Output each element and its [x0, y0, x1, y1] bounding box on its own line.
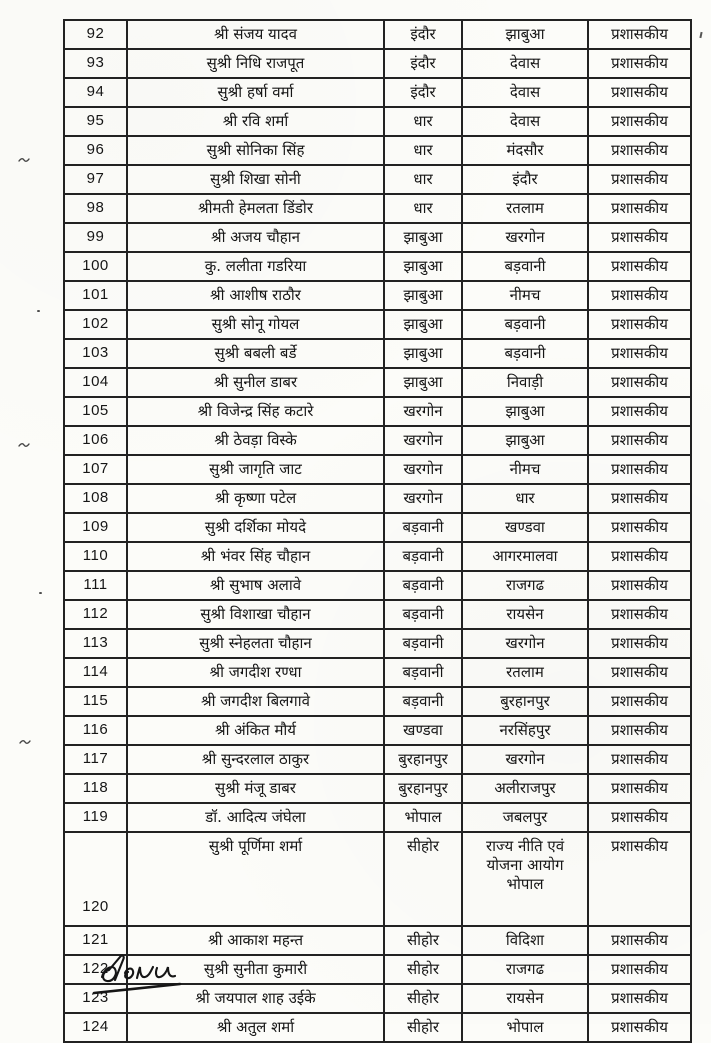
- table-row: [64, 20, 691, 49]
- cell-to: खण्डवा: [462, 513, 588, 542]
- cell-name: श्री कृष्णा पटेल: [127, 484, 384, 513]
- cell-sn: 113: [64, 629, 127, 658]
- cell-sn: 112: [64, 600, 127, 629]
- cell-name: सुश्री मंजू डाबर: [127, 774, 384, 803]
- cell-name: श्री जगदीश बिलगावे: [127, 687, 384, 716]
- cell-to: विदिशा: [462, 926, 588, 955]
- scan-speck: [18, 441, 30, 449]
- cell-category: प्रशासकीय: [588, 339, 691, 368]
- cell-name: सुश्री पूर्णिमा शर्मा: [127, 832, 384, 926]
- cell-from: खरगोन: [384, 455, 462, 484]
- table-row: [64, 687, 691, 716]
- cell-name: श्री जयपाल शाह उईके: [127, 984, 384, 1013]
- cell-from: सीहोर: [384, 955, 462, 984]
- cell-to: नीमच: [462, 455, 588, 484]
- cell-sn: 97: [64, 165, 127, 194]
- transfer-table-body: [64, 20, 691, 1042]
- cell-to: रतलाम: [462, 194, 588, 223]
- cell-sn: 104: [64, 368, 127, 397]
- cell-to: राज्य नीति एवं योजना आयोग भोपाल: [462, 832, 588, 926]
- table-row: [64, 745, 691, 774]
- cell-sn: 116: [64, 716, 127, 745]
- cell-name: श्री ठेवड़ा विस्के: [127, 426, 384, 455]
- cell-sn: 105: [64, 397, 127, 426]
- cell-category: प्रशासकीय: [588, 716, 691, 745]
- cell-to: खरगोन: [462, 223, 588, 252]
- cell-category: प्रशासकीय: [588, 136, 691, 165]
- cell-name: सुश्री जागृति जाट: [127, 455, 384, 484]
- cell-to: भोपाल: [462, 1013, 588, 1042]
- cell-category: प्रशासकीय: [588, 49, 691, 78]
- cell-category: प्रशासकीय: [588, 78, 691, 107]
- table-row: [64, 1013, 691, 1042]
- cell-sn: 111: [64, 571, 127, 600]
- cell-from: झाबुआ: [384, 252, 462, 281]
- cell-category: प्रशासकीय: [588, 745, 691, 774]
- cell-category: प्रशासकीय: [588, 107, 691, 136]
- cell-category: प्रशासकीय: [588, 926, 691, 955]
- handwritten-signature: [88, 952, 198, 1000]
- cell-category: प्रशासकीय: [588, 513, 691, 542]
- cell-name: कु. ललीता गडरिया: [127, 252, 384, 281]
- cell-category: प्रशासकीय: [588, 252, 691, 281]
- cell-name: श्री सुन्दरलाल ठाकुर: [127, 745, 384, 774]
- cell-category: प्रशासकीय: [588, 20, 691, 49]
- cell-sn: 124: [64, 1013, 127, 1042]
- cell-from: खरगोन: [384, 397, 462, 426]
- cell-name: श्री भंवर सिंह चौहान: [127, 542, 384, 571]
- cell-from: बड़वानी: [384, 629, 462, 658]
- cell-name: श्री आशीष राठौर: [127, 281, 384, 310]
- cell-from: इंदौर: [384, 49, 462, 78]
- cell-to: देवास: [462, 78, 588, 107]
- cell-sn: 121: [64, 926, 127, 955]
- table-row: [64, 310, 691, 339]
- table-row: [64, 339, 691, 368]
- table-row: [64, 658, 691, 687]
- cell-from: इंदौर: [384, 20, 462, 49]
- cell-sn: 114: [64, 658, 127, 687]
- cell-from: सीहोर: [384, 1013, 462, 1042]
- cell-to: बड़वानी: [462, 310, 588, 339]
- cell-name: श्रीमती हेमलता डिंडोर: [127, 194, 384, 223]
- table-row: [64, 600, 691, 629]
- cell-category: प्रशासकीय: [588, 832, 691, 926]
- cell-name: सुश्री दर्शिका मोयदे: [127, 513, 384, 542]
- cell-category: प्रशासकीय: [588, 658, 691, 687]
- cell-sn: 102: [64, 310, 127, 339]
- cell-from: धार: [384, 136, 462, 165]
- cell-name: सुश्री हर्षा वर्मा: [127, 78, 384, 107]
- cell-to: धार: [462, 484, 588, 513]
- cell-sn: 99: [64, 223, 127, 252]
- cell-from: झाबुआ: [384, 339, 462, 368]
- table-row: [64, 223, 691, 252]
- cell-to: जबलपुर: [462, 803, 588, 832]
- cell-sn: 120: [64, 832, 127, 926]
- cell-to: अलीराजपुर: [462, 774, 588, 803]
- table-row: [64, 455, 691, 484]
- cell-from: बड़वानी: [384, 687, 462, 716]
- cell-to: इंदौर: [462, 165, 588, 194]
- cell-name: श्री रवि शर्मा: [127, 107, 384, 136]
- cell-name: श्री विजेन्द्र सिंह कटारे: [127, 397, 384, 426]
- table-row: [64, 774, 691, 803]
- cell-from: सीहोर: [384, 926, 462, 955]
- table-row: [64, 136, 691, 165]
- cell-sn: 94: [64, 78, 127, 107]
- cell-sn: 107: [64, 455, 127, 484]
- cell-category: प्रशासकीय: [588, 484, 691, 513]
- cell-name: सुश्री शिखा सोनी: [127, 165, 384, 194]
- cell-from: खरगोन: [384, 484, 462, 513]
- cell-from: बड़वानी: [384, 571, 462, 600]
- cell-name: श्री सुनील डाबर: [127, 368, 384, 397]
- cell-from: बुरहानपुर: [384, 745, 462, 774]
- cell-name: सुश्री निधि राजपूत: [127, 49, 384, 78]
- cell-to: राजगढ: [462, 571, 588, 600]
- cell-name: सुश्री बबली बर्डे: [127, 339, 384, 368]
- cell-from: बुरहानपुर: [384, 774, 462, 803]
- cell-sn: 100: [64, 252, 127, 281]
- scan-speck: [37, 310, 40, 312]
- cell-name: सुश्री स्नेहलता चौहान: [127, 629, 384, 658]
- cell-to: रायसेन: [462, 984, 588, 1013]
- table-row: [64, 832, 691, 926]
- cell-category: प्रशासकीय: [588, 281, 691, 310]
- cell-category: प्रशासकीय: [588, 687, 691, 716]
- cell-name: श्री अंकित मौर्य: [127, 716, 384, 745]
- cell-category: प्रशासकीय: [588, 426, 691, 455]
- cell-category: प्रशासकीय: [588, 1013, 691, 1042]
- cell-category: प्रशासकीय: [588, 194, 691, 223]
- cell-name: डॉ. आदित्य जंघेला: [127, 803, 384, 832]
- cell-category: प्रशासकीय: [588, 955, 691, 984]
- cell-from: बड़वानी: [384, 658, 462, 687]
- cell-name: सुश्री सोनिका सिंह: [127, 136, 384, 165]
- scan-speck: [18, 156, 30, 164]
- cell-name: सुश्री सोनू गोयल: [127, 310, 384, 339]
- cell-sn: 106: [64, 426, 127, 455]
- cell-sn: 96: [64, 136, 127, 165]
- cell-to: मंदसौर: [462, 136, 588, 165]
- scan-speck: [699, 32, 702, 38]
- cell-from: सीहोर: [384, 984, 462, 1013]
- transfer-table: [63, 19, 692, 1043]
- table-row: [64, 716, 691, 745]
- cell-category: प्रशासकीय: [588, 600, 691, 629]
- cell-sn: 109: [64, 513, 127, 542]
- cell-name: सुश्री विशाखा चौहान: [127, 600, 384, 629]
- cell-name: श्री अजय चौहान: [127, 223, 384, 252]
- cell-from: झाबुआ: [384, 223, 462, 252]
- cell-to: नरसिंहपुर: [462, 716, 588, 745]
- cell-from: खण्डवा: [384, 716, 462, 745]
- table-row: [64, 542, 691, 571]
- scan-speck: [39, 592, 42, 594]
- cell-from: भोपाल: [384, 803, 462, 832]
- table-row: [64, 571, 691, 600]
- cell-category: प्रशासकीय: [588, 803, 691, 832]
- table-row: [64, 368, 691, 397]
- cell-to: बुरहानपुर: [462, 687, 588, 716]
- table-row: [64, 107, 691, 136]
- cell-from: बड़वानी: [384, 600, 462, 629]
- table-row: [64, 281, 691, 310]
- cell-from: बड़वानी: [384, 513, 462, 542]
- scan-speck: [19, 738, 31, 746]
- cell-sn: 108: [64, 484, 127, 513]
- cell-to: बड़वानी: [462, 339, 588, 368]
- cell-sn: 92: [64, 20, 127, 49]
- cell-sn: 95: [64, 107, 127, 136]
- cell-category: प्रशासकीय: [588, 542, 691, 571]
- cell-to: झाबुआ: [462, 20, 588, 49]
- cell-from: इंदौर: [384, 78, 462, 107]
- cell-from: झाबुआ: [384, 368, 462, 397]
- cell-from: झाबुआ: [384, 310, 462, 339]
- cell-category: प्रशासकीय: [588, 629, 691, 658]
- table-row: [64, 629, 691, 658]
- cell-to: बड़वानी: [462, 252, 588, 281]
- cell-sn: 110: [64, 542, 127, 571]
- cell-to: निवाड़ी: [462, 368, 588, 397]
- cell-sn: 103: [64, 339, 127, 368]
- cell-from: झाबुआ: [384, 281, 462, 310]
- cell-from: बड़वानी: [384, 542, 462, 571]
- table-row: [64, 252, 691, 281]
- cell-category: प्रशासकीय: [588, 455, 691, 484]
- cell-sn: 117: [64, 745, 127, 774]
- cell-to: झाबुआ: [462, 397, 588, 426]
- cell-sn: 101: [64, 281, 127, 310]
- table-row: [64, 803, 691, 832]
- cell-from: धार: [384, 165, 462, 194]
- cell-sn: 122: [64, 955, 127, 984]
- cell-name: श्री संजय यादव: [127, 20, 384, 49]
- cell-name: श्री जगदीश रण्धा: [127, 658, 384, 687]
- cell-sn: 119: [64, 803, 127, 832]
- cell-name: सुश्री सुनीता कुमारी: [127, 955, 384, 984]
- cell-category: प्रशासकीय: [588, 223, 691, 252]
- cell-to: देवास: [462, 107, 588, 136]
- table-row: [64, 484, 691, 513]
- cell-category: प्रशासकीय: [588, 165, 691, 194]
- cell-to: खरगोन: [462, 629, 588, 658]
- cell-sn: 118: [64, 774, 127, 803]
- cell-to: नीमच: [462, 281, 588, 310]
- cell-name: श्री अतुल शर्मा: [127, 1013, 384, 1042]
- table-row: [64, 926, 691, 955]
- table-row: [64, 513, 691, 542]
- cell-from: धार: [384, 194, 462, 223]
- table-row: [64, 426, 691, 455]
- cell-to: राजगढ: [462, 955, 588, 984]
- cell-category: प्रशासकीय: [588, 984, 691, 1013]
- cell-category: प्रशासकीय: [588, 774, 691, 803]
- cell-to: देवास: [462, 49, 588, 78]
- cell-from: धार: [384, 107, 462, 136]
- cell-to: खरगोन: [462, 745, 588, 774]
- cell-category: प्रशासकीय: [588, 368, 691, 397]
- cell-sn: 93: [64, 49, 127, 78]
- cell-sn: 115: [64, 687, 127, 716]
- cell-to: झाबुआ: [462, 426, 588, 455]
- cell-name: श्री सुभाष अलावे: [127, 571, 384, 600]
- table-row: [64, 49, 691, 78]
- cell-from: सीहोर: [384, 832, 462, 926]
- cell-category: प्रशासकीय: [588, 310, 691, 339]
- table-row: [64, 78, 691, 107]
- cell-name: श्री आकाश महन्त: [127, 926, 384, 955]
- cell-sn: 123: [64, 984, 127, 1013]
- cell-category: प्रशासकीय: [588, 397, 691, 426]
- cell-to: रायसेन: [462, 600, 588, 629]
- cell-category: प्रशासकीय: [588, 571, 691, 600]
- cell-to: आगरमालवा: [462, 542, 588, 571]
- cell-sn: 98: [64, 194, 127, 223]
- table-row: [64, 397, 691, 426]
- table-row: [64, 194, 691, 223]
- table-row: [64, 165, 691, 194]
- cell-to: रतलाम: [462, 658, 588, 687]
- cell-from: खरगोन: [384, 426, 462, 455]
